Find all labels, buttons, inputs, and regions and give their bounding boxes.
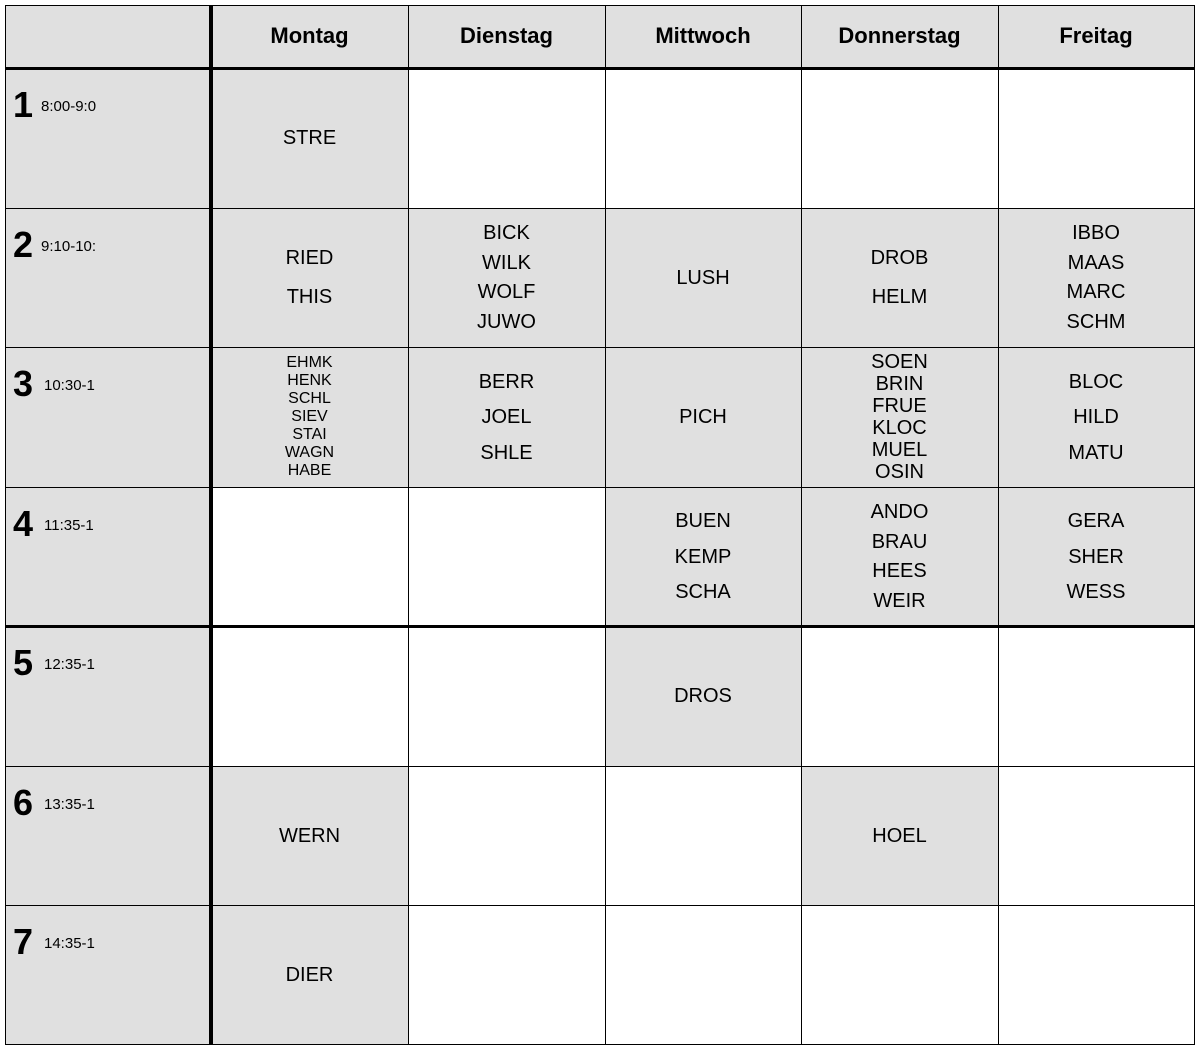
teacher-list xyxy=(801,493,998,620)
teacher-list xyxy=(605,497,801,616)
teacher-code: ANDO xyxy=(870,500,929,523)
grid-column-line xyxy=(209,5,213,1045)
teacher-list xyxy=(211,230,408,325)
day-header-dienstag: Dienstag xyxy=(460,23,553,48)
teacher-code: GERA xyxy=(1067,510,1125,533)
teacher-code: WOLF xyxy=(477,281,536,304)
teacher-code: THIS xyxy=(286,286,333,308)
grid-row-line xyxy=(5,1044,1195,1045)
teacher-code: JOEL xyxy=(481,406,532,428)
period-time: 11:35-1 xyxy=(44,517,94,534)
teacher-code: WERN xyxy=(278,824,341,847)
grid-row-line xyxy=(5,208,1195,209)
teacher-list xyxy=(605,208,801,347)
teacher-list xyxy=(801,353,998,481)
teacher-code: WESS xyxy=(1066,580,1126,603)
teacher-list xyxy=(998,357,1194,477)
teacher-code: JUWO xyxy=(477,311,536,334)
teacher-code: DROS xyxy=(674,685,732,707)
period-time: 9:10-10: xyxy=(41,238,97,255)
period-time: 14:35-1 xyxy=(44,935,95,952)
grid-column-line xyxy=(605,5,606,1045)
teacher-code: LUSH xyxy=(676,266,730,289)
teacher-list xyxy=(801,230,998,325)
teacher-list xyxy=(211,68,408,208)
teacher-code: DIER xyxy=(285,963,334,986)
teacher-code: STRE xyxy=(282,127,337,149)
teacher-code: SIEV xyxy=(291,408,328,425)
period-time: 12:35-1 xyxy=(44,656,95,673)
teacher-code: HOEL xyxy=(872,824,927,847)
period-time: 13:35-1 xyxy=(44,796,95,813)
day-header-mittwoch: Mittwoch xyxy=(655,23,751,48)
grid-column-line xyxy=(998,5,999,1045)
day-header-donnerstag: Donnerstag xyxy=(838,23,961,48)
teacher-code: WEIR xyxy=(873,590,926,613)
grid-row-line xyxy=(5,766,1195,767)
grid-column-line xyxy=(1194,5,1195,1045)
period-number: 4 xyxy=(13,503,34,544)
teacher-list xyxy=(998,214,1194,341)
teacher-list xyxy=(605,626,801,766)
grid-row-line xyxy=(5,905,1195,906)
grid-column-line xyxy=(5,5,6,1045)
teacher-list xyxy=(211,905,408,1044)
teacher-code: WILK xyxy=(482,251,531,274)
period-column-background xyxy=(5,68,211,1044)
day-header-freitag: Freitag xyxy=(1059,23,1133,48)
period-time: 8:00-9:0 xyxy=(41,98,97,115)
teacher-code: HILD xyxy=(1073,406,1119,428)
period-number: 5 xyxy=(13,642,34,683)
teacher-code: MAAS xyxy=(1067,251,1125,274)
teacher-list xyxy=(211,353,408,481)
teacher-code: IBBO xyxy=(1072,221,1120,244)
period-number: 3 xyxy=(13,363,34,404)
teacher-code: SCHM xyxy=(1066,311,1126,334)
teacher-code: BUEN xyxy=(675,510,731,533)
grid-column-line xyxy=(408,5,409,1045)
grid-row-line xyxy=(5,67,1195,70)
teacher-list xyxy=(408,357,605,477)
teacher-list xyxy=(408,214,605,341)
teacher-list xyxy=(211,766,408,905)
period-time: 10:30-1 xyxy=(44,377,95,394)
teacher-code: MARC xyxy=(1066,281,1126,304)
teacher-code: OSIN xyxy=(875,461,924,483)
day-header-montag: Montag xyxy=(270,23,349,48)
teacher-code: STAI xyxy=(292,426,327,443)
teacher-code: FRUE xyxy=(872,395,927,417)
grid-column-line xyxy=(801,5,802,1045)
teacher-code: RIED xyxy=(285,247,334,269)
teacher-code: HABE xyxy=(287,462,332,479)
teacher-code: PICH xyxy=(679,406,727,428)
period-number: 6 xyxy=(13,782,34,823)
period-number: 7 xyxy=(13,921,34,962)
teacher-code: SOEN xyxy=(871,351,928,373)
teacher-code: KLOC xyxy=(872,417,927,439)
teacher-code: MUEL xyxy=(871,439,928,461)
teacher-list xyxy=(998,497,1194,616)
teacher-code: SHLE xyxy=(480,441,533,464)
teacher-code: BLOC xyxy=(1068,370,1124,393)
teacher-code: HENK xyxy=(287,372,332,389)
teacher-code: BRIN xyxy=(875,373,924,395)
teacher-list xyxy=(605,347,801,487)
teacher-code: EHMK xyxy=(286,354,333,371)
teacher-code: KEMP xyxy=(674,545,732,568)
teacher-code: HEES xyxy=(872,560,927,583)
grid-row-line xyxy=(5,625,1195,628)
grid-row-line xyxy=(5,347,1195,348)
teacher-code: BERR xyxy=(478,370,535,393)
grid-row-line xyxy=(5,487,1195,488)
teacher-code: BRAU xyxy=(871,530,928,553)
teacher-code: HELM xyxy=(871,286,928,308)
teacher-code: WAGN xyxy=(284,444,335,461)
teacher-code: MATU xyxy=(1068,441,1124,464)
teacher-code: SHER xyxy=(1068,545,1124,568)
teacher-code: DROB xyxy=(870,247,929,269)
teacher-code: BICK xyxy=(483,221,530,244)
period-number: 1 xyxy=(13,84,34,125)
period-number: 2 xyxy=(13,224,34,265)
teacher-code: SCHA xyxy=(675,580,731,603)
teacher-code: SCHL xyxy=(288,390,331,407)
teacher-list xyxy=(801,766,998,905)
grid-row-line xyxy=(5,5,1195,6)
